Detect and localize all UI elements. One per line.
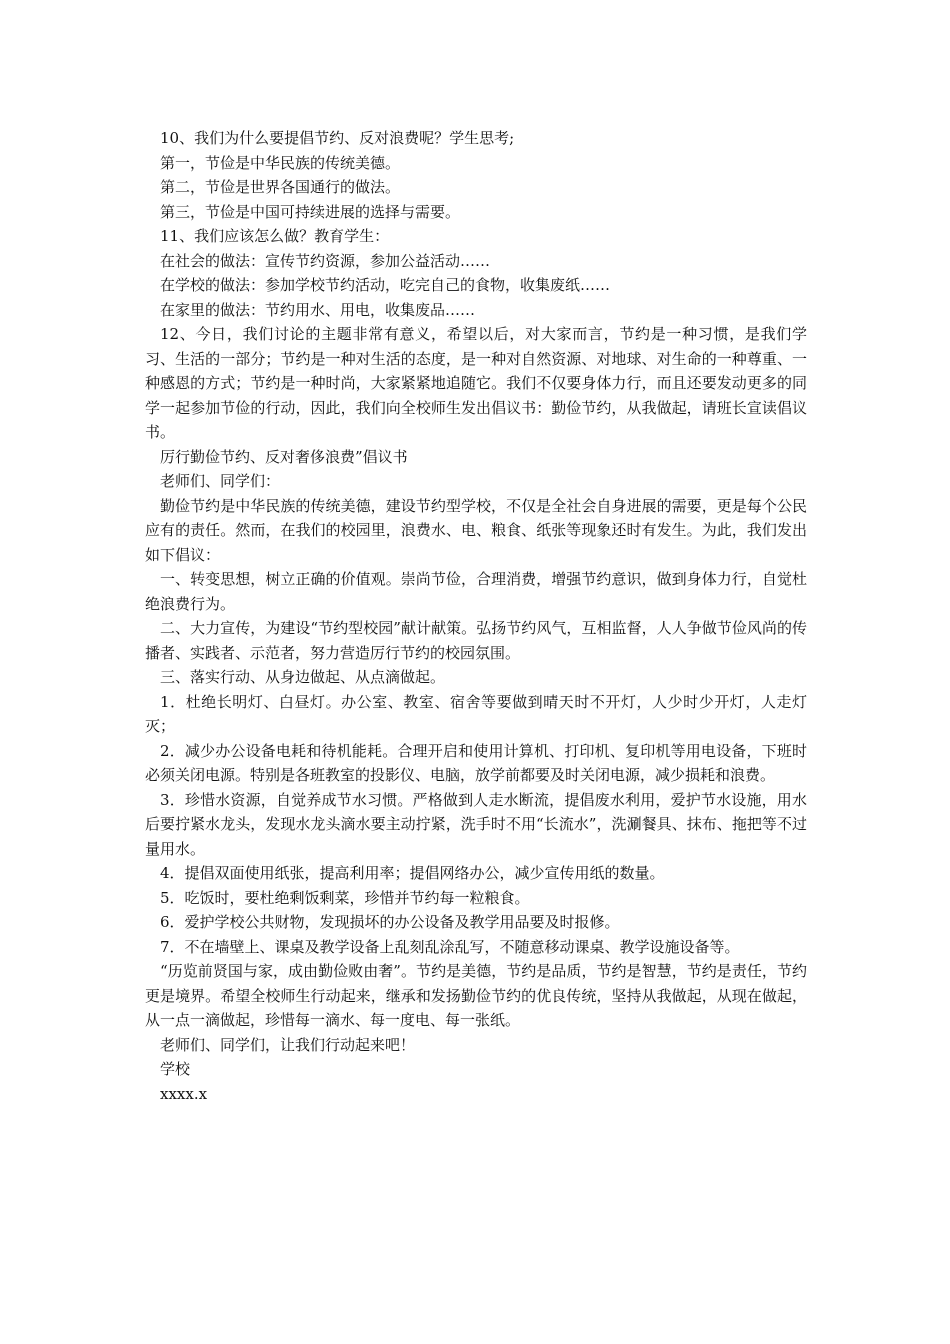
action-item-1: 1．杜绝长明灯、白昼灯。办公室、教室、宿舍等要做到晴天时不开灯，人少时少开灯，人走灯灭； xyxy=(145,692,807,735)
proposal-title: 厉行勤俭节约、反对奢侈浪费”倡议书 xyxy=(160,447,408,466)
salutation: 老师们、同学们： xyxy=(160,472,281,490)
heading-question-10: 10、我们为什么要提倡节约、反对浪费呢？学生思考; xyxy=(160,129,515,147)
point-second: 第二，节俭是世界各国通行的做法。 xyxy=(160,178,401,196)
point-first: 第一，节俭是中华民族的传统美德。 xyxy=(160,153,401,172)
practice-school: 在学校的做法：参加学校节约活动，吃完自己的食物，收集废纸…… xyxy=(160,276,611,294)
signature-school: 学校 xyxy=(160,1060,191,1078)
proposal-item-3: 三、落实行动、从身边做起、从点滴做起。 xyxy=(160,668,446,686)
action-item-6: 6．爱护学校公共财物，发现损坏的办公设备及教学用品要及时报修。 xyxy=(160,913,620,931)
action-item-3: 3．珍惜水资源，自觉养成节水习惯。严格做到人走水断流，提倡废水利用，爱护节水设施，用水后要拧紧水龙头，发现水龙头滴水要主动拧紧，洗手时不用“长流水”，洗涮餐具、抹布、拖把等不过量用水。 xyxy=(145,790,807,858)
action-item-2: 2．减少办公设备电耗和待机能耗。合理开启和使用计算机、打印机、复印机等用电设备，下班时必须关闭电源。特别是各班教室的投影仪、电脑，放学前都要及时关闭电源，减少损耗和浪费。 xyxy=(145,741,807,784)
proposal-item-2: 二、大力宣传，为建设“节约型校园”献计献策。弘扬节约风气，互相监督，人人争做节俭风尚的传播者、实践者、示范者，努力营造厉行节约的校园氛围。 xyxy=(145,619,807,662)
point-third: 第三，节俭是中国可持续进展的选择与需要。 xyxy=(160,202,461,221)
summary-paragraph-12: 12、今日，我们讨论的主题非常有意义，希望以后，对大家而言，节约是一种习惯，是我们学习、生活的一部分；节约是一种对生活的态度，是一种对自然资源、对地球、对生命的一种尊重、一种感恩的方式；节约是一种时尚，大家紧紧地追随它。我们不仅要身体力行，而且还要发动更多的同学一起参加节俭的行动，因此，我们向全校师生发出倡议书：勤俭节约，从我做起，请班长宣读倡议书。 xyxy=(145,325,807,441)
document-body xyxy=(145,126,807,1106)
closing-paragraph: “历览前贤国与家，成由勤俭败由奢”。节约是美德，节约是品质，节约是智慧，节约是责任，节约更是境界。希望全校师生行动起来，继承和发扬勤俭节约的优良传统，坚持从我做起，从现在做起，从一点一滴做起，珍惜每一滴水、每一度电、每一张纸。 xyxy=(145,962,807,1029)
action-item-5: 5．吃饭时，要杜绝剩饭剩菜，珍惜并节约每一粒粮食。 xyxy=(160,888,530,907)
practice-home: 在家里的做法：节约用水、用电，收集废品…… xyxy=(160,300,476,319)
action-item-7: 7．不在墙壁上、课桌及教学设备上乱刻乱涂乱写，不随意移动课桌、教学设施设备等。 xyxy=(160,937,740,956)
proposal-item-1: 一、转变思想，树立正确的价值观。崇尚节俭，合理消费，增强节约意识，做到身体力行，自觉杜绝浪费行为。 xyxy=(145,570,807,613)
action-item-4: 4．提倡双面使用纸张，提高利用率；提倡网络办公，减少宣传用纸的数量。 xyxy=(160,864,665,882)
signature-date: xxxx.x xyxy=(160,1084,208,1103)
heading-question-11: 11、我们应该怎么做？教育学生： xyxy=(160,227,390,245)
call-to-action: 老师们、同学们，让我们行动起来吧！ xyxy=(160,1035,416,1054)
practice-society: 在社会的做法：宣传节约资源，参加公益活动…… xyxy=(160,251,491,270)
proposal-intro: 勤俭节约是中华民族的传统美德，建设节约型学校，不仅是全社会自身进展的需要，更是每个公民应有的责任。然而，在我们的校园里，浪费水、电、粮食、纸张等现象还时有发生。为此，我们发出如下倡议： xyxy=(145,496,807,564)
